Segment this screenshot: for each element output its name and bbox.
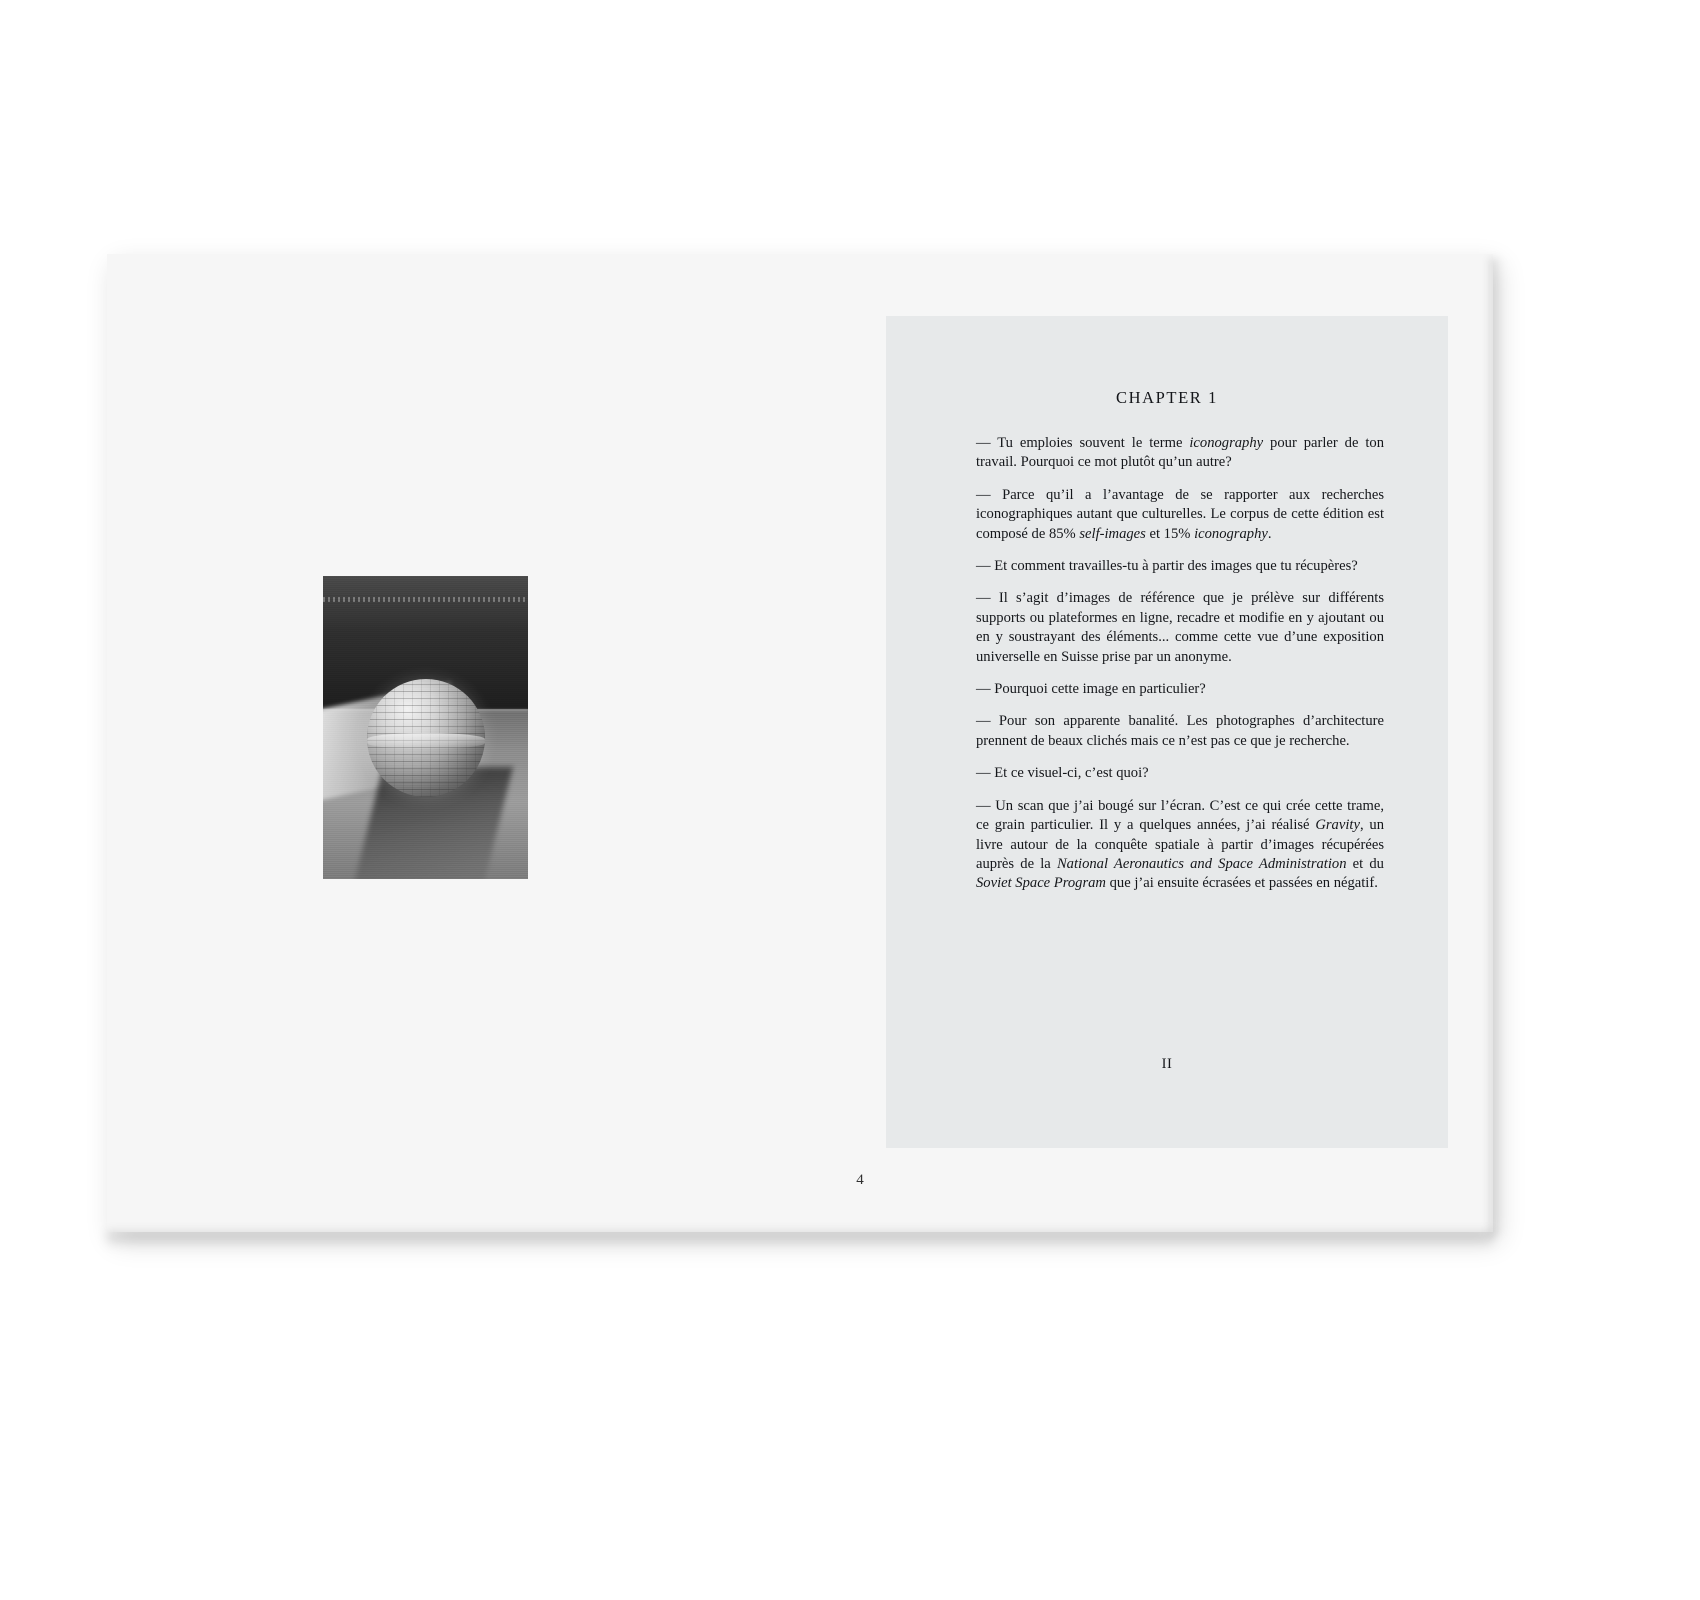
photographic-plate — [323, 576, 528, 879]
paragraph-1-lead: — Tu emploies souvent le terme — [976, 435, 1190, 451]
page-left — [107, 254, 800, 1232]
book-spread — [107, 254, 1493, 1232]
spread-right-shadow — [1489, 258, 1503, 1236]
paragraph-5 — [976, 680, 1384, 699]
plate-grain-overlay — [323, 576, 528, 879]
chapter-title: CHAPTER 1 — [1116, 388, 1218, 407]
inner-folio-number: II — [1161, 1056, 1173, 1072]
paragraph-7 — [976, 764, 1384, 783]
paragraph-8-italic-term-1: Gravity — [1315, 817, 1360, 834]
page-folio-number: 4 — [856, 1172, 864, 1188]
paragraph-8-rest: , un livre autour de la conquête spatiale à partir d’images récupérées auprès de la — [976, 817, 1384, 872]
paragraph-8 — [976, 797, 1384, 894]
paragraph-1-rest: pour parler de ton travail. Pourquoi ce mot plutôt qu’un autre? — [976, 435, 1384, 471]
paragraph-8-italic-term-2: National Aeronautics and Space Administration — [1056, 855, 1347, 872]
paragraph-6-lead: — Pour son apparente banalité. Les photographes d’architecture prennent de beaux clichés mais ce n’est pas ce que je recherche. — [976, 713, 1384, 749]
paragraph-8-italic-term-3: Soviet Space Program — [976, 875, 1106, 892]
paragraph-1-italic-term: iconography — [1189, 435, 1264, 451]
paragraph-8-rest-2: et du — [1346, 855, 1384, 872]
paragraph-3-lead: — Et comment travailles-tu à partir des images que tu récupères? — [976, 558, 1358, 575]
paragraph-8-lead: — Un scan que j’ai bougé sur l’écran. C’est ce qui crée cette trame, ce grain particulier. Il y a quelques années, j’ai réalisé — [976, 797, 1384, 834]
paragraph-2-italic-term-2: iconography — [1194, 525, 1268, 542]
paragraph-3 — [976, 557, 1384, 576]
page-right — [800, 254, 1493, 1232]
paragraph-8-tail: que j’ai ensuite écrasées et passées en négatif. — [1105, 875, 1378, 892]
paragraph-4 — [976, 589, 1384, 667]
body-column — [976, 434, 1384, 907]
paragraph-5-lead: — Pourquoi cette image en particulier? — [976, 681, 1206, 698]
paragraph-1 — [976, 434, 1384, 473]
paragraph-2-tail: . — [1267, 525, 1272, 542]
paragraph-4-lead: — Il s’agit d’images de référence que je prélève sur différents supports ou plateformes en ligne, recadre et modifie en y ajoutant ou en y soustrayant des éléments... comme cette vue d’une exposition universelle en Suisse prise par un anonyme. — [976, 590, 1384, 665]
paragraph-7-lead: — Et ce visuel-ci, c’est quoi? — [976, 765, 1149, 782]
paragraph-2 — [976, 486, 1384, 544]
spread-bottom-shadow — [107, 1232, 1493, 1248]
paragraph-2-lead: — Parce qu’il a l’avantage de se rapporter aux recherches iconographiques autant que culturelles. Le corpus de cette édition est composé de 85% — [976, 486, 1384, 542]
paragraph-2-rest: et 15% — [1145, 525, 1195, 542]
text-block — [886, 316, 1448, 1148]
paragraph-6 — [976, 712, 1384, 751]
paragraph-2-italic-term-1: self-images — [1079, 525, 1146, 542]
